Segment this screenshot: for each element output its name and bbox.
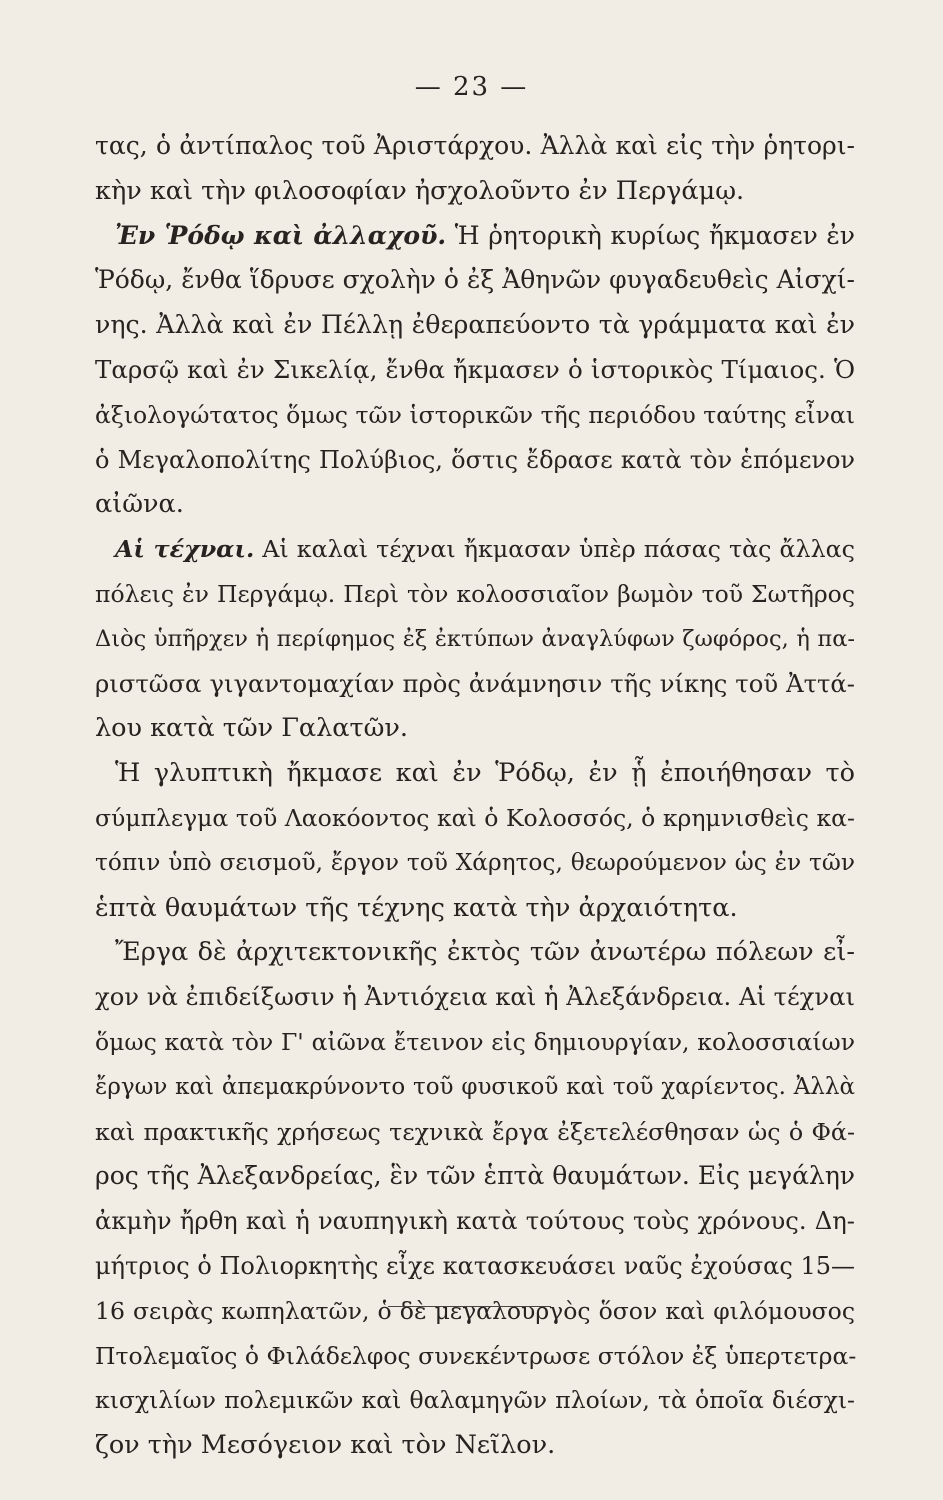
body-text [95,124,855,1468]
text-line: Διὸς ὑπῆρχεν ἡ περίφημος ἐξ ἐκτύπων ἀναγλύφων ζωφόρος, ἡ πα- [95,625,855,652]
text-run: Αἱ καλαὶ τέχναι ἤκμασαν ὑπὲρ πάσας τὰς ἄλλας [262,535,855,564]
text-line: ριστῶσα γιγαντομαχίαν πρὸς ἀνάμνησιν τῆς νίκης τοῦ Ἀττά- [95,668,855,698]
text-line: τόπιν ὑπὸ σεισμοῦ, ἔργον τοῦ Χάρητος, θεωρούμενον ὡς ἐν τῶν [95,848,855,876]
section-heading-line [95,527,855,572]
text-line: Ταρσῷ καὶ ἐν Σικελίᾳ, ἔνθα ἤκμασεν ὁ ἱστορικὸς Τίμαιος. Ὁ [95,354,855,384]
text-line: Ἔργα δὲ ἀρχιτεκτονικῆς ἐκτὸς τῶν ἀνωτέρω πόλεων εἶ- [115,937,855,968]
divider-rule [388,1306,551,1307]
text-line: χον νὰ ἐπιδείξωσιν ἡ Ἀντιόχεια καὶ ἡ Ἀλεξάνδρεια. Αἱ τέχναι [95,982,855,1012]
text-line: ἑπτὰ θαυμάτων τῆς τέχνης κατὰ τὴν ἀρχαιότητα. [95,892,738,923]
text-line: λου κατὰ τῶν Γαλατῶν. [95,713,409,744]
section-heading: Ἐν Ῥόδῳ καὶ ἀλλαχοῦ. [115,220,447,250]
text-line: σύμπλεγμα τοῦ Λαοκόοντος καὶ ὁ Κολοσσός, ὁ κρημνισθεὶς κα- [95,803,855,832]
text-line: ἀξιολογώτατος ὅμως τῶν ἱστορικῶν τῆς περιόδου ταύτης εἶναι [95,400,855,429]
text-line: πόλεις ἐν Περγάμῳ. Περὶ τὸν κολοσσιαῖον βωμὸν τοῦ Σωτῆρος [95,579,855,608]
text-line: Πτολεμαῖος ὁ Φιλάδελφος συνεκέντρωσε στόλον ἐξ ὑπερτετρα- [95,1341,857,1370]
section-heading: Αἱ τέχναι. [115,535,255,564]
text-line: Ἡ γλυπτικὴ ἤκμασε καὶ ἐν Ῥόδῳ, ἐν ᾗ ἐποιήθησαν τὸ [115,758,855,789]
text-line: ρος τῆς Ἀλεξανδρείας, ἓν τῶν ἑπτὰ θαυμάτων. Εἰς μεγάλην [95,1161,855,1191]
text-line: κισχιλίων πολεμικῶν καὶ θαλαμηγῶν πλοίων, τὰ ὁποῖα διέσχι- [95,1386,855,1415]
text-line: ὅμως κατὰ τὸν Γ' αἰῶνα ἔτεινον εἰς δημιουργίαν, κολοσσιαίων [95,1027,855,1056]
text-line: ὁ Μεγαλοπολίτης Πολύβιος, ὅστις ἔδρασε κατὰ τὸν ἑπόμενον [95,445,855,474]
text-line: Ῥόδῳ, ἔνθα ἵδρυσε σχολὴν ὁ ἐξ Ἀθηνῶν φυγαδευθεὶς Αἰσχί- [95,265,855,295]
page-number: — 23 — [414,72,529,102]
text-line: τας, ὁ ἀντίπαλος τοῦ Ἀριστάρχου. Ἀλλὰ καὶ εἰς τὴν ῥητορι- [95,131,855,160]
text-line: μήτριος ὁ Πολιορκητὴς εἶχε κατασκευάσει ναῦς ἐχούσας 15— [95,1251,855,1280]
text-line: ζον τὴν Μεσόγειον καὶ τὸν Νεῖλον. [95,1430,556,1461]
text-line: αἰῶνα. [95,489,184,520]
text-line: καὶ πρακτικῆς χρήσεως τεχνικὰ ἔργα ἐξετελέσθησαν ὡς ὁ Φά- [95,1117,855,1146]
section-heading-line [95,214,855,259]
text-line: ἀκμὴν ἤρθη καὶ ἡ ναυπηγικὴ κατὰ τούτους τοὺς χρόνους. Δη- [95,1206,855,1236]
text-line: 16 σειρὰς κωπηλατῶν, ὁ δὲ μεγαλουργὸς ὅσον καὶ φιλόμουσος [95,1296,855,1325]
text-line: κὴν καὶ τὴν φιλοσοφίαν ἠσχολοῦντο ἐν Περγάμῳ. [95,175,745,206]
text-line: ἔργων καὶ ἀπεμακρύνοντο τοῦ φυσικοῦ καὶ τοῦ χαρίεντος. Ἀλλὰ [95,1073,855,1100]
text-line: νης. Ἀλλὰ καὶ ἐν Πέλλῃ ἐθεραπεύοντο τὰ γράμματα καὶ ἐν [95,310,855,340]
text-run: Ἡ ῥητορικὴ κυρίως ἤκμασεν ἐν [454,220,856,250]
